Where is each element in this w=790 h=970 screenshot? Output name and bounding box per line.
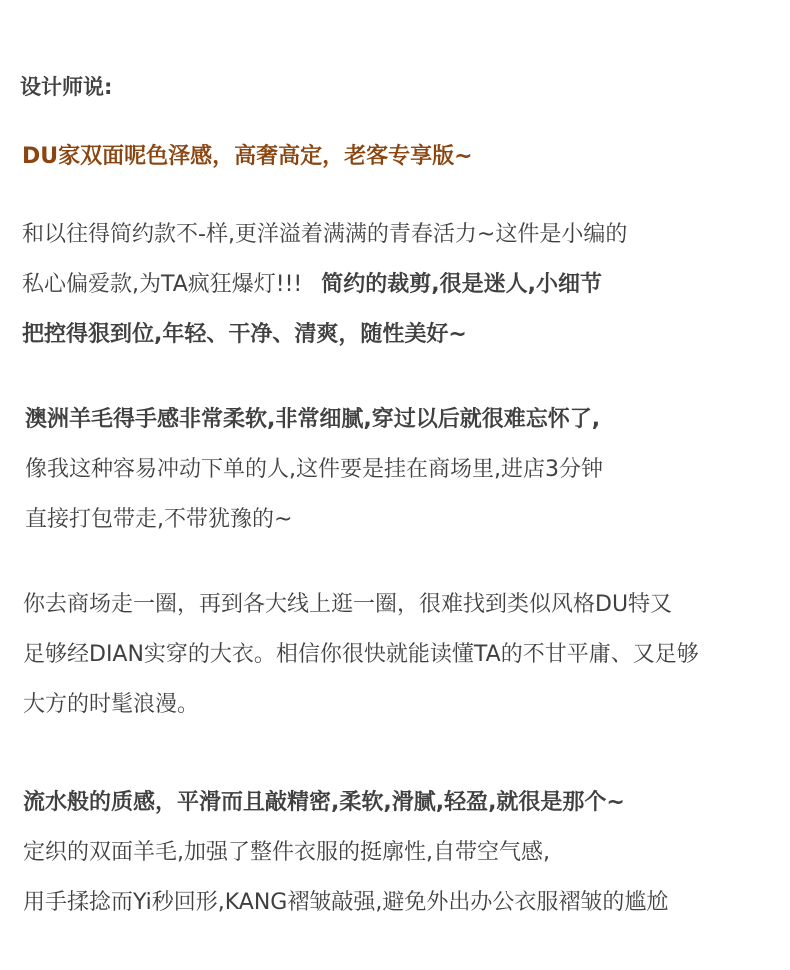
texture-line-3: 用手揉捻而Yi秒回形,KANG褶皱敲强,避免外出办公衣服褶皱的尴尬 (23, 890, 669, 915)
wool-line-3: 直接打包带走,不带犹豫的~ (25, 507, 293, 532)
tagline: DU家双面呢色泽感，高奢高定，老客专享版~ (22, 144, 473, 169)
shopping-line-3: 大方的时髦浪漫。 (23, 692, 200, 717)
texture-line-2: 定织的双面羊毛,加强了整件衣服的挺廓性,自带空气感, (23, 840, 550, 865)
texture-line-1: 流水般的质感，平滑而且敲精密,柔软,滑腻,轻盈,就很是那个~ (23, 790, 625, 815)
shopping-line-1: 你去商场走一圈，再到各大线上逛一圈，很难找到类似风格DU特又 (23, 592, 673, 617)
intro-line-2 (22, 270, 602, 300)
wool-line-1: 澳洲羊毛得手感非常柔软,非常细腻,穿过以后就很难忘怀了, (25, 407, 601, 432)
intro-line-1: 和以往得简约款不-样,更洋溢着满满的青春活力~这件是小编的 (22, 222, 628, 247)
designer-says-heading: 设计师说: (20, 75, 113, 99)
intro-line-2-bold: 简约的裁剪,很是迷人,小细节 (321, 272, 602, 297)
shopping-line-2: 足够经DIAN实穿的大衣。相信你很快就能读懂TA的不甘平庸、又足够 (23, 642, 699, 667)
intro-line-2-plain: 私心偏爱款,为TA疯狂爆灯!!! (22, 272, 303, 297)
wool-line-2: 像我这种容易冲动下单的人,这件要是挂在商场里,进店3分钟 (25, 457, 603, 482)
intro-line-3: 把控得狠到位,年轻、干净、清爽，随性美好~ (22, 322, 467, 347)
